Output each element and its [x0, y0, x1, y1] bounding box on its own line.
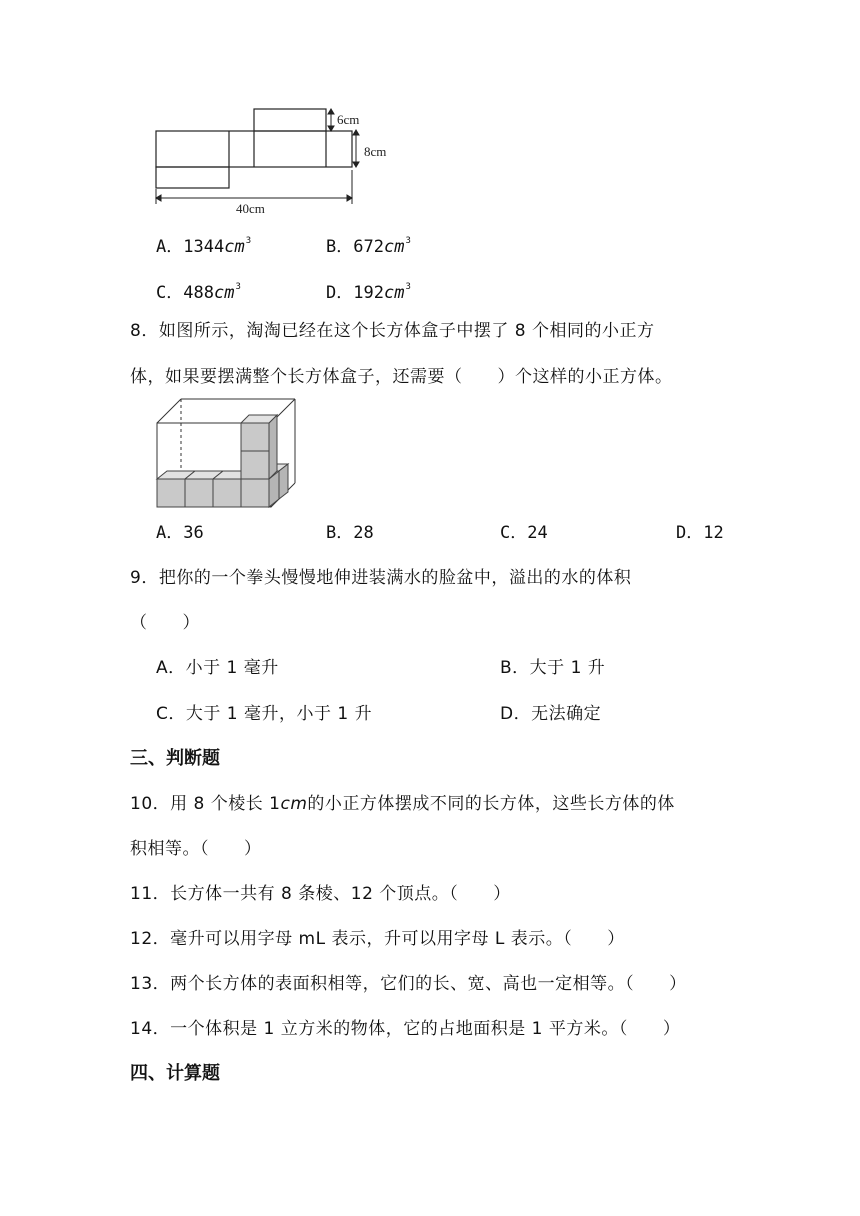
q14-text: 14．一个体积是 1 立方米的物体，它的占地面积是 1 平方米。（ ） [130, 1019, 681, 1039]
unit-text: cm [213, 283, 235, 303]
q12-text: 12．毫升可以用字母 mL 表示，升可以用字母 L 表示。（ ） [130, 929, 625, 949]
box-net-figure [140, 100, 560, 220]
q7-option-b-prefix: B． [326, 237, 354, 257]
unit-exponent: 3 [235, 282, 241, 292]
q7-option-a[interactable] [156, 230, 251, 258]
q10-unit: cm [280, 794, 308, 814]
q8-text-line-1: 8．如图所示，淘淘已经在这个长方体盒子中摆了 8 个相同的小正方 [130, 321, 655, 341]
q7-option-a-prefix: A． [156, 237, 184, 257]
q9-option-c[interactable]: C．大于 1 毫升，小于 1 升 [156, 704, 373, 724]
label-40cm: 40cm [236, 201, 265, 216]
q8-option-a[interactable]: A．36 [156, 523, 204, 543]
q10-pre: 10．用 8 个棱长 1 [130, 794, 281, 814]
q10-post: 的小正方体摆成不同的长方体，这些长方体的体 [307, 794, 675, 814]
q11-text: 11．长方体一共有 8 条棱、12 个顶点。（ ） [130, 884, 511, 904]
q7-option-d-unit [384, 283, 411, 303]
q7-option-c[interactable] [156, 276, 241, 304]
q7-option-d-prefix: D． [326, 283, 354, 303]
q7-option-b-value: 672 [353, 237, 384, 257]
q8-option-d[interactable]: D．12 [676, 523, 724, 543]
q13-text: 13．两个长方体的表面积相等，它们的长、宽、高也一定相等。（ ） [130, 974, 687, 994]
unit-exponent: 3 [405, 236, 411, 246]
unit-text: cm [383, 283, 405, 303]
q8-option-c[interactable]: C．24 [500, 523, 548, 543]
q7-option-a-value: 1344 [183, 237, 225, 257]
unit-exponent: 3 [405, 282, 411, 292]
section-heading-judgment: 三、判断题 [130, 748, 220, 769]
q8-option-b[interactable]: B．28 [326, 523, 374, 543]
q9-text-line-1: 9．把你的一个拳头慢慢地伸进装满水的脸盆中，溢出的水的体积 [130, 568, 632, 588]
unit-exponent: 3 [245, 236, 252, 246]
label-8cm: 8cm [364, 144, 387, 159]
q7-option-c-value: 488 [183, 283, 214, 303]
q7-option-a-unit [224, 237, 251, 257]
q7-option-d[interactable] [326, 276, 411, 304]
q9-option-b[interactable]: B．大于 1 升 [500, 658, 606, 678]
unit-text: cm [224, 237, 245, 257]
q7-option-c-prefix: C． [156, 283, 184, 303]
q10-text-line-1 [130, 793, 675, 815]
q8-text-line-2: 体，如果要摆满整个长方体盒子，还需要（ ）个这样的小正方体。 [130, 367, 673, 387]
unit-text: cm [383, 237, 405, 257]
q7-option-d-value: 192 [353, 283, 384, 303]
label-6cm: 6cm [337, 112, 360, 127]
q7-option-c-unit [214, 283, 241, 303]
q7-option-b[interactable] [326, 230, 411, 258]
q9-option-d[interactable]: D．无法确定 [500, 704, 602, 724]
q7-option-b-unit [384, 237, 411, 257]
cube-box-figure [150, 392, 310, 512]
q9-answer-blank: （ ） [130, 613, 200, 633]
q10-text-line-2: 积相等。（ ） [130, 839, 262, 859]
q9-option-a[interactable]: A．小于 1 毫升 [156, 658, 279, 678]
section-heading-calculation: 四、计算题 [130, 1063, 220, 1084]
